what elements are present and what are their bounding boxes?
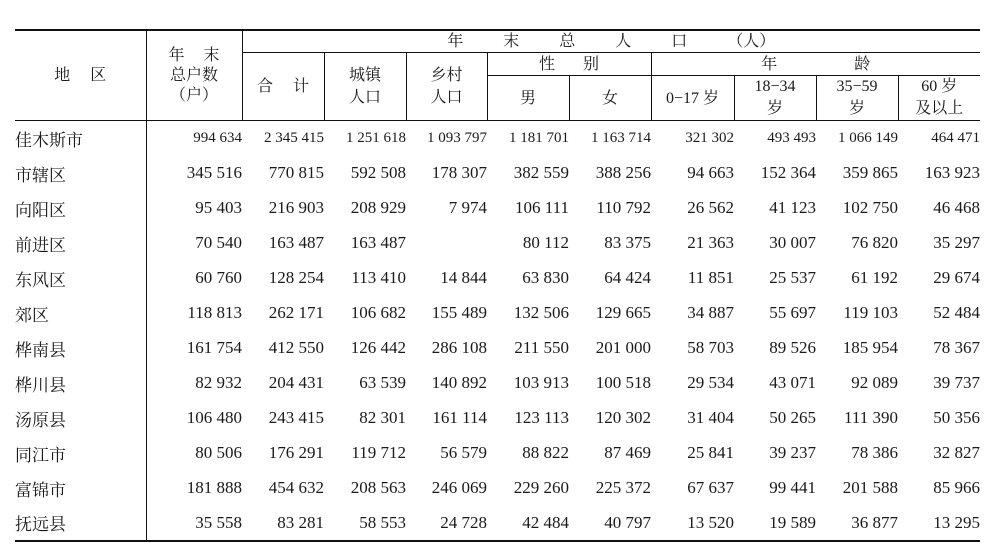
cell-age-60-plus: 35 297: [933, 233, 981, 252]
cell-rural: 24 728: [440, 512, 487, 532]
table-row: [15, 156, 980, 191]
cell-age-18-34: 19 589: [769, 512, 816, 532]
cell-total: 204 431: [268, 373, 324, 392]
cell-region: 富锦市: [15, 471, 146, 506]
cell-female: 100 518: [595, 373, 651, 392]
cell-rural: 155 489: [431, 303, 487, 322]
cell-households: 106 480: [186, 408, 242, 427]
cell-rural: 161 114: [432, 408, 487, 427]
cell-female: 120 302: [595, 408, 651, 427]
cell-female: 87 469: [604, 443, 651, 462]
cell-female: 83 375: [604, 233, 651, 252]
cell-age-0-17: 26 562: [687, 198, 734, 217]
cell-age-60-plus: 78 367: [933, 338, 981, 357]
cell-region: 桦川县: [15, 366, 146, 401]
cell-female: 129 665: [595, 303, 651, 322]
cell-urban: 208 563: [350, 478, 406, 497]
header-age-label: 年 龄: [761, 55, 871, 73]
table-row: [15, 471, 980, 506]
cell-households: 345 516: [186, 163, 242, 182]
cell-age-18-34: 50 265: [769, 408, 816, 427]
cell-age-18-34: 39 237: [769, 443, 816, 462]
cell-male: 106 111: [515, 198, 569, 217]
cell-age-35-59: 76 820: [851, 233, 898, 252]
header-urban: [324, 53, 406, 121]
cell-female: 110 792: [596, 198, 651, 217]
cell-region: 桦南县: [15, 331, 146, 366]
header-total-population: [242, 30, 980, 53]
cell-age-60-plus: 32 827: [933, 443, 981, 462]
cell-male: 132 506: [513, 303, 569, 322]
cell-rural: 286 108: [431, 338, 487, 357]
cell-male: 88 822: [522, 443, 569, 462]
cell-households: 994 634: [193, 129, 242, 146]
header-age-35-59-line1: 35−59: [836, 78, 878, 95]
cell-age-60-plus: 46 468: [933, 198, 981, 217]
cell-urban: 126 442: [350, 338, 406, 357]
cell-total: 176 291: [268, 443, 324, 462]
cell-age-0-17: 58 703: [687, 338, 734, 357]
cell-urban: 119 712: [351, 443, 406, 462]
cell-total: 770 815: [268, 163, 324, 182]
cell-age-0-17: 94 663: [687, 163, 734, 182]
cell-age-18-34: 493 493: [767, 129, 816, 146]
cell-urban: 1 251 618: [346, 129, 406, 146]
table-row: [15, 121, 980, 156]
cell-age-60-plus: 29 674: [933, 268, 981, 287]
cell-age-18-34: 152 364: [760, 163, 816, 182]
cell-region: 市辖区: [15, 156, 146, 191]
cell-households: 161 754: [186, 338, 242, 357]
cell-age-60-plus: 85 966: [933, 478, 981, 497]
header-total-label: 合 计: [256, 78, 309, 95]
cell-age-60-plus: 52 484: [933, 303, 981, 322]
header-rural-line1: 乡村: [430, 66, 463, 84]
table-body: [15, 121, 980, 541]
cell-rural: 178 307: [431, 163, 487, 182]
cell-households: 181 888: [186, 478, 242, 497]
cell-total: 216 903: [268, 198, 324, 217]
cell-male: 1 181 701: [509, 129, 569, 146]
cell-male: 382 559: [513, 163, 569, 182]
cell-female: 1 163 714: [591, 129, 651, 146]
cell-age-60-plus: 13 295: [933, 512, 981, 532]
table-row: [15, 366, 980, 401]
cell-rural: 246 069: [431, 478, 487, 497]
cell-households: 118 813: [187, 303, 242, 322]
cell-rural: [406, 226, 487, 261]
cell-total: 128 254: [268, 268, 324, 287]
cell-female: 40 797: [604, 512, 651, 532]
cell-age-0-17: 34 887: [687, 303, 734, 322]
cell-age-35-59: 359 865: [842, 163, 898, 182]
cell-rural: 140 892: [431, 373, 487, 392]
table-row: [15, 261, 980, 296]
header-age-35-59-line2: 岁: [848, 100, 865, 117]
cell-urban: 592 508: [350, 163, 406, 182]
cell-male: 123 113: [514, 408, 569, 427]
cell-households: 80 506: [195, 443, 242, 462]
header-region: [15, 30, 146, 121]
cell-age-35-59: 201 588: [842, 478, 898, 497]
cell-rural: 7 974: [448, 198, 487, 217]
cell-male: 211 550: [514, 338, 569, 357]
cell-age-18-34: 55 697: [769, 303, 816, 322]
header-age-60-plus-line1: 60 岁: [921, 78, 958, 95]
cell-female: 201 000: [595, 338, 651, 357]
cell-total: 163 487: [268, 233, 324, 252]
cell-urban: 63 539: [359, 373, 406, 392]
cell-urban: 58 553: [359, 512, 406, 532]
cell-female: 64 424: [604, 268, 651, 287]
cell-age-18-34: 30 007: [769, 233, 816, 252]
table-row: [15, 436, 980, 471]
cell-total: 83 281: [277, 512, 324, 532]
cell-age-35-59: 119 103: [843, 303, 898, 322]
cell-age-18-34: 89 526: [769, 338, 816, 357]
cell-age-60-plus: 163 923: [924, 163, 981, 182]
cell-male: 229 260: [513, 478, 569, 497]
population-table: [15, 29, 980, 542]
cell-age-0-17: 13 520: [687, 512, 734, 532]
header-age-18-34-line1: 18−34: [754, 78, 796, 95]
cell-age-18-34: 99 441: [769, 478, 816, 497]
header-sex-label: 性 别: [538, 55, 599, 73]
header-urban-line1: 城镇: [348, 66, 381, 84]
cell-male: 103 913: [513, 373, 569, 392]
cell-total: 454 632: [268, 478, 324, 497]
table-row: [15, 506, 980, 541]
cell-age-60-plus: 39 737: [933, 373, 981, 392]
cell-age-35-59: 111 390: [844, 408, 898, 427]
header-households-line3: （户）: [169, 86, 218, 104]
cell-urban: 82 301: [359, 408, 406, 427]
table-row: [15, 226, 980, 261]
table-header: [15, 30, 980, 121]
cell-age-18-34: 25 537: [769, 268, 816, 287]
cell-age-35-59: 1 066 149: [838, 129, 898, 146]
cell-age-18-34: 41 123: [769, 198, 816, 217]
cell-total: 412 550: [268, 338, 324, 357]
header-age-18-34-line2: 岁: [766, 100, 783, 117]
cell-age-0-17: 321 302: [685, 129, 734, 146]
cell-households: 35 558: [195, 512, 242, 532]
cell-urban: 163 487: [350, 233, 406, 252]
cell-region: 汤原县: [15, 401, 146, 436]
cell-age-0-17: 31 404: [687, 408, 734, 427]
cell-region: 佳木斯市: [15, 121, 146, 156]
cell-region: 抚远县: [15, 506, 146, 541]
cell-male: 80 112: [522, 233, 569, 252]
cell-age-60-plus: 50 356: [933, 408, 981, 427]
cell-rural: 1 093 797: [427, 129, 487, 146]
cell-age-0-17: 21 363: [687, 233, 734, 252]
header-households-line2: 总户数: [169, 66, 218, 84]
header-urban-line2: 人口: [348, 88, 381, 106]
header-female: 女: [569, 76, 651, 121]
cell-female: 225 372: [595, 478, 651, 497]
header-total-population-label: 年 末 总 人 口 （人）: [447, 33, 776, 50]
cell-age-0-17: 25 841: [687, 443, 734, 462]
cell-total: 262 171: [268, 303, 324, 322]
header-age-18-34: [734, 76, 816, 121]
header-rural-line2: 人口: [430, 88, 463, 106]
cell-age-0-17: 29 534: [687, 373, 734, 392]
cell-region: 同江市: [15, 436, 146, 471]
cell-rural: 14 844: [440, 268, 487, 287]
cell-region: 前进区: [15, 226, 146, 261]
table-row: [15, 331, 980, 366]
table-row: [15, 296, 980, 331]
header-age-0-17: [651, 76, 734, 121]
cell-households: 60 760: [195, 268, 242, 287]
cell-female: 388 256: [595, 163, 651, 182]
cell-region: 东风区: [15, 261, 146, 296]
header-sex: [487, 53, 651, 76]
cell-households: 95 403: [195, 198, 242, 217]
header-age: [651, 53, 980, 76]
cell-households: 70 540: [195, 233, 242, 252]
header-rural: [406, 53, 487, 121]
cell-age-35-59: 92 089: [851, 373, 898, 392]
cell-age-60-plus: 464 471: [931, 129, 981, 146]
cell-age-0-17: 11 851: [687, 268, 734, 287]
header-households-line1: 年 末: [168, 46, 220, 64]
header-households: [146, 30, 242, 121]
cell-age-18-34: 43 071: [769, 373, 816, 392]
header-male: 男: [487, 76, 569, 121]
cell-total: 2 345 415: [264, 129, 324, 146]
cell-region: 郊区: [15, 296, 146, 331]
cell-region: 向阳区: [15, 191, 146, 226]
cell-age-0-17: 67 637: [687, 478, 734, 497]
table-row: [15, 401, 980, 436]
cell-urban: 113 410: [351, 268, 406, 287]
header-region-label: 地 区: [54, 67, 107, 84]
cell-urban: 208 929: [350, 198, 406, 217]
cell-urban: 106 682: [350, 303, 406, 322]
header-total: [242, 53, 324, 121]
cell-age-35-59: 36 877: [851, 512, 898, 532]
cell-households: 82 932: [195, 373, 242, 392]
header-age-35-59: [816, 76, 898, 121]
header-age-60-plus: [898, 76, 980, 121]
cell-male: 63 830: [522, 268, 569, 287]
header-age-0-17-line1: 0−17 岁: [665, 89, 720, 107]
cell-age-35-59: 61 192: [851, 268, 898, 287]
table-row: [15, 191, 980, 226]
header-age-60-plus-line2: 及以上: [915, 100, 964, 117]
cell-male: 42 484: [522, 512, 569, 532]
cell-age-35-59: 102 750: [842, 198, 898, 217]
cell-total: 243 415: [268, 408, 324, 427]
cell-rural: 56 579: [440, 443, 487, 462]
cell-age-35-59: 78 386: [851, 443, 898, 462]
cell-age-35-59: 185 954: [842, 338, 898, 357]
